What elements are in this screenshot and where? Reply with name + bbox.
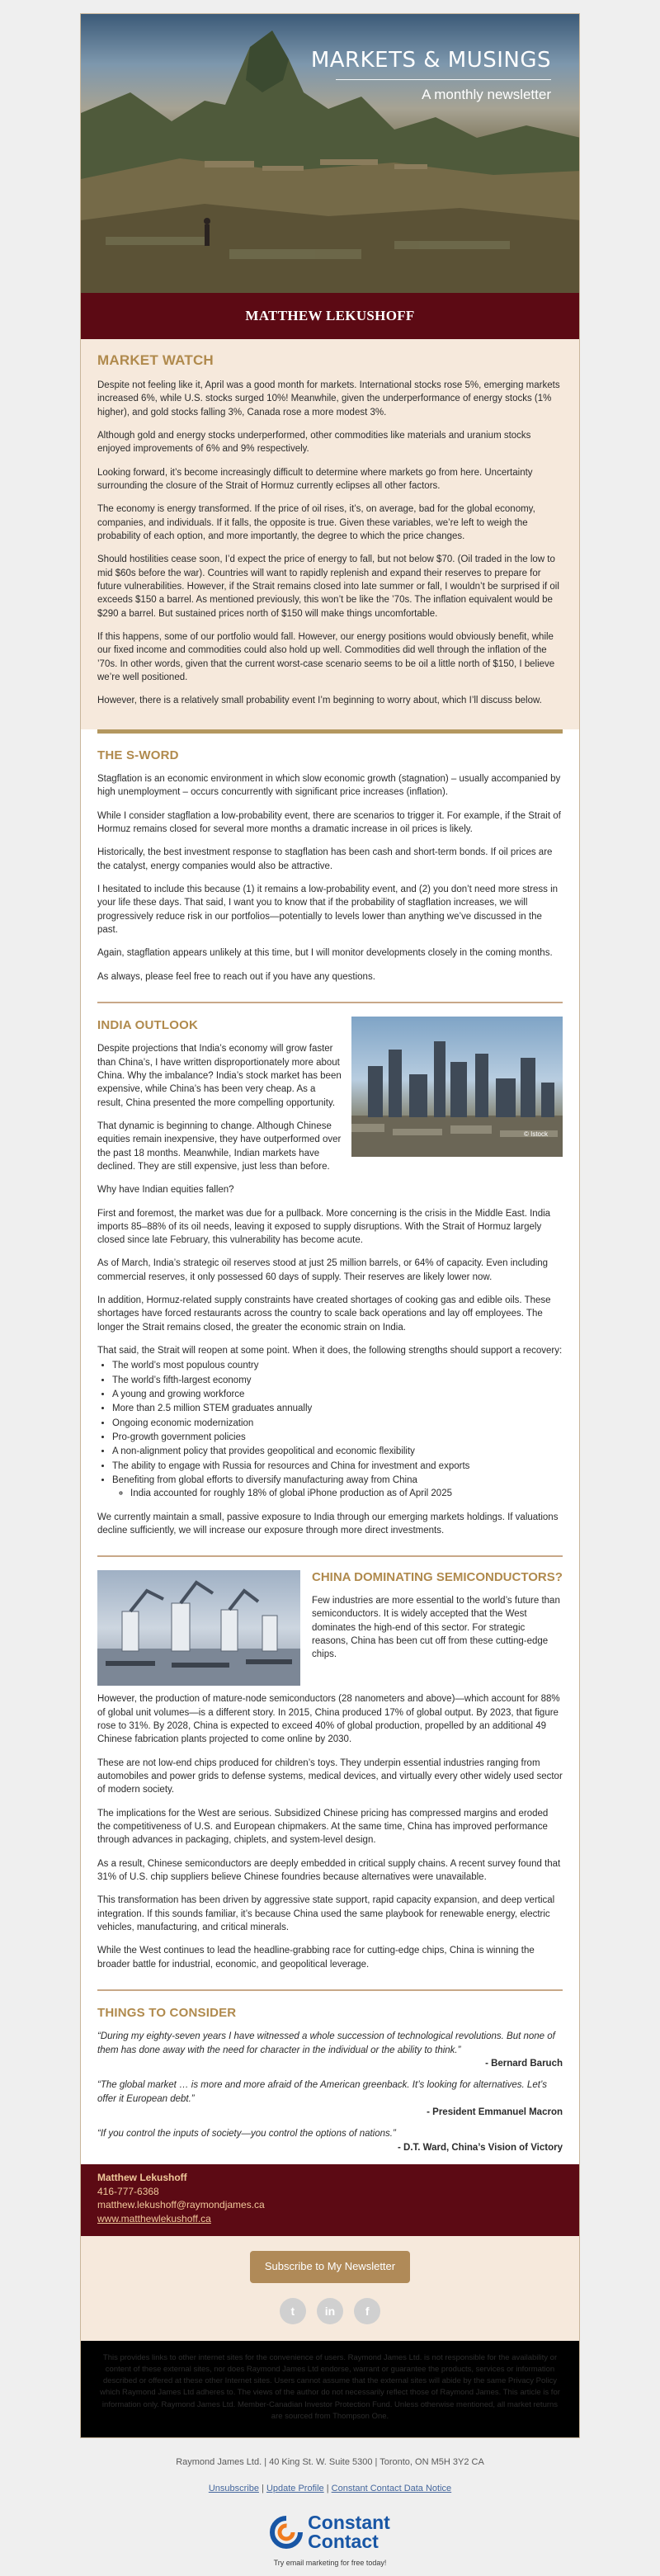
paragraph: As of March, India’s strategic oil reserves stood at just 25 million barrels, or 64% of capacity. Even including commercial reserves, it only possessed 60 days of supply. Their reserves are likely lower now.	[97, 1258, 549, 1282]
paragraph: As a result, Chinese semiconductors are deeply embedded in critical supply chains. A recent survey found that 31% of U.S. chip suppliers believe Chinese foundries because alternatives were unavailable.	[97, 1858, 561, 1882]
paragraph: The implications for the West are serious. Subsidized Chinese pricing has compressed margins and eroded the competitiveness of U.S. and European chipmakers. At the same time, China has improved performance through advances in packaging, chiplets, and system-level design.	[97, 1808, 549, 1846]
paragraph: As always, please feel free to reach out if you have any questions.	[97, 971, 375, 982]
contact-phone[interactable]: 416-777-6368	[97, 2185, 159, 2197]
paragraph: Looking forward, it’s become increasingly difficult to determine where markets go from here. Uncertainty surrounding the closure of the Strait of Hormuz currently eclipses all other factors.	[97, 467, 533, 492]
list-item: • The world’s most populous country	[112, 1359, 563, 1372]
paragraph: However, there is a relatively small probability event I’m beginning to worry about, which I’ll discuss below.	[97, 696, 542, 706]
link-separator: |	[323, 2483, 332, 2493]
subscribe-button[interactable]: Subscribe to My Newsletter	[250, 2251, 410, 2282]
constant-contact-badge[interactable]	[0, 2495, 660, 2576]
sub-list	[130, 1487, 563, 1500]
twitter-icon[interactable]: t	[280, 2298, 306, 2324]
section-heading: MARKET WATCH	[97, 352, 214, 368]
market-watch-section	[81, 339, 579, 729]
paragraph: However, the production of mature-node semiconductors (28 nanometers and above)—which account for 88% of global unit volumes—is a different story. In 2015, China produced 17% of global output. By 2023, that figure rose to 31%. By 2028, China is expected to exceed 40% of global production, propelled by an additional 49 Chinese fabrication plants projected to come online by 2030.	[97, 1694, 560, 1745]
constant-contact-wordmark	[308, 2513, 390, 2551]
list-item: • A young and growing workforce	[112, 1388, 563, 1401]
paragraph: Why have Indian equities fallen?	[97, 1185, 234, 1196]
paragraph: Stagflation is an economic environment in which slow economic growth (stagnation) – usually accompanied by high unemployment – occurs concurrently with significant price increases (inflation).	[97, 773, 561, 798]
link-separator: |	[258, 2483, 266, 2493]
contact-block	[81, 2164, 579, 2236]
unsubscribe-link[interactable]: Unsubscribe	[208, 2483, 259, 2493]
quote	[97, 2030, 563, 2070]
subscribe-row	[81, 2236, 579, 2292]
quote-text: “If you control the inputs of society—you control the options of nations.”	[97, 2129, 396, 2140]
list-item	[112, 1474, 563, 1501]
paragraph: While the West continues to lead the headline-grabbing race for cutting-edge chips, China is winning the broader battle for industrial, economic, and geopolitical leverage.	[97, 1946, 535, 1970]
paragraph: While I consider stagflation a low-probability event, there are scenarios to trigger it. For example, if the Strait of Hormuz remains closed for several more months a dramatic increase in oil prices is likely.	[97, 810, 561, 834]
paragraph: These are not low-end chips produced for children’s toys. They underpin essential industries ranging from automobiles and power grids to defense systems, medical devices, and virtually every other widely used sector of modern society.	[97, 1757, 563, 1795]
list-item: • The ability to engage with Russia for resources and China for investment and exports	[112, 1460, 563, 1473]
constant-contact-tagline: Try email marketing for free today!	[273, 2558, 387, 2567]
paragraph: Should hostilities cease soon, I’d expect the price of energy to fall, but not below $70. (Oil traded in the low to mid $60s before the war). Countries will want to rapidly replenish and expand their reserves to prepare for future vulnerabilities. However, if the Strait remains closed into late summer or fall, I wouldn’t be surprised if oil exceeds $150 a barrel. As mentioned previously, this won’t be like the ’70s. The inflation equivalent would be $290 a barrel. But sustained prices north of $150 will make things uncomfortable.	[97, 554, 559, 619]
image-credit: © Istock	[523, 1130, 548, 1138]
section-heading: THE S-WORD	[97, 748, 179, 762]
author-band: MATTHEW LEKUSHOFF	[81, 293, 579, 339]
quote-author: - President Emmanuel Macron	[427, 2107, 563, 2117]
paragraph: Few industries are more essential to the world’s future than semiconductors. It is widely accepted that the West dominates the high-end of this sector. For strategic reasons, China has been cut off from these cutting-edge chips.	[312, 1596, 560, 1660]
hero-banner	[81, 14, 579, 293]
india-intro	[97, 1017, 563, 1183]
email-footer	[0, 2438, 660, 2495]
facebook-icon[interactable]: f	[354, 2298, 380, 2324]
wordmark-line: Contact	[308, 2531, 379, 2553]
paragraph: If this happens, some of our portfolio would fall. However, our energy positions would obviously benefit, while our fixed income and commodities could also hold up well. Commodities did well through the inflation of the ’70s. In other words, given that the current worst-case scenario seems to be oil a little north of $150, I believe we’re well positioned.	[97, 632, 555, 683]
chips-section	[81, 1557, 579, 1984]
paragraph: We currently maintain a small, passive exposure to India through our emerging markets holdings. If valuations decline sufficiently, we will increase our exposure through more direct investments.	[97, 1512, 559, 1536]
quote-author: - Bernard Baruch	[485, 2058, 563, 2069]
contact-website-link[interactable]: www.matthewlekushoff.ca	[97, 2213, 211, 2225]
list-item: • A non-alignment policy that provides geopolitical and economic flexibility	[112, 1445, 563, 1458]
contact-email[interactable]: matthew.lekushoff@raymondjames.ca	[97, 2199, 265, 2211]
india-skyline-image	[351, 1017, 563, 1157]
paragraph: Despite projections that India’s economy will grow faster than China’s, I have written disproportionately more about China. Why the imbalance? India’s stock market has been expensive, while China’s has been very cheap. As a result, China presented the more compelling opportunity.	[97, 1044, 342, 1108]
paragraph: That said, the Strait will reopen at some point. When it does, the following strengths should support a recovery:	[97, 1346, 563, 1356]
section-heading: CHINA DOMINATING SEMICONDUCTORS?	[312, 1570, 563, 1585]
newsletter	[80, 13, 580, 2438]
paragraph: Historically, the best investment response to stagflation has been cash and short-term bonds. If oil prices are the catalyst, energy companies would also be attractive.	[97, 847, 553, 871]
newsletter-title: MARKETS & MUSINGS	[310, 48, 551, 73]
paragraph: The economy is energy transformed. If the price of oil rises, it’s, on average, bad for the global economy, companies, and individuals. If it falls, the opposite is true. Given these variables, we’re left to weigh the probability of each option, and more importantly, the degree to which the price changes.	[97, 504, 535, 542]
list-item: • Ongoing economic modernization	[112, 1417, 563, 1430]
india-section	[81, 1003, 579, 1550]
list-item: • More than 2.5 million STEM graduates annually	[112, 1402, 563, 1415]
linkedin-icon[interactable]: in	[317, 2298, 343, 2324]
quote-author: - D.T. Ward, China’s Vision of Victory	[397, 2142, 563, 2153]
quote-text: “During my eighty-seven years I have witnessed a whole succession of technological revolutions. But none of them has done away with the need for character in the individual or the ability to think.”	[97, 2031, 555, 2055]
constant-contact-logo[interactable]	[270, 2513, 390, 2551]
paragraph: Again, stagflation appears unlikely at this time, but I will monitor developments closely in the coming months.	[97, 948, 553, 959]
paragraph: Although gold and energy stocks underperformed, other commodities like materials and uranium stocks enjoyed improvements of 6% and 9% respectively.	[97, 431, 531, 455]
paragraph: I hesitated to include this because (1) it remains a low-probability event, and (2) you don’t need more stress in your life these days. That said, I want you to know that if the probability of stagflation increases, we will progressively reduce risk in our portfolios—potentially to levels lower than anything we’ve discussed in the past.	[97, 884, 559, 935]
chip-factory-image	[97, 1570, 300, 1686]
list-item: • The world’s fifth-largest economy	[112, 1374, 563, 1387]
disclaimer: This provides links to other internet sites for the convenience of users. Raymond James Ltd. is not responsible for the availability or content of these external sites, nor does Raymond James Ltd endorse, warrant or guarantee the products, services or information described or offered at these other Internet sites. Users cannot assume that the external sites will abide by the same Privacy Policy which Raymond James Ltd adheres to. The views of the author do not necessarily reflect those of Raymond James. This article is for information only. Raymond James Ltd. Member-Canadian Investor Protection Fund. Unless otherwise mentioned, all market returns are sourced from Thompson One.	[81, 2341, 579, 2438]
quote-text: “The global market … is more and more afraid of the American greenback. It’s looking for alternatives. Let’s offer it European debt.”	[97, 2080, 548, 2104]
quote	[97, 2078, 563, 2119]
quote	[97, 2127, 563, 2154]
strengths-list	[112, 1359, 563, 1500]
footer-links	[0, 2483, 660, 2496]
data-notice-link[interactable]: Constant Contact Data Notice	[331, 2483, 452, 2493]
newsletter-brand	[311, 45, 551, 115]
things-to-consider-section	[81, 1991, 579, 2164]
wordmark-line: Constant	[308, 2512, 390, 2534]
paragraph: In addition, Hormuz-related supply constraints have created shortages of cooking gas and edible oils. These shortages have forced restaurants across the country to scale back operations and lay off employees. The longer the Strait remains closed, the greater the economic strain on India.	[97, 1295, 551, 1333]
social-links	[81, 2293, 579, 2341]
paragraph: This transformation has been driven by aggressive state support, rapid capacity expansion, and deep vertical integration. If this sounds familiar, it’s because China used the same playbook for renewable energy, electric vehicles, manufacturing, and critical minerals.	[97, 1895, 555, 1932]
footer-address: Raymond James Ltd. | 40 King St. W. Suite 5300 | Toronto, ON M5H 3Y2 CA	[176, 2457, 484, 2468]
constant-contact-mark-icon	[270, 2516, 303, 2549]
section-heading: INDIA OUTLOOK	[97, 1017, 199, 1032]
title-divider	[336, 79, 551, 80]
paragraph: First and foremost, the market was due for a pullback. More concerning is the crisis in the Middle East. India imports 85–88% of its oil needs, leaving it exposed to supply disruptions. With the Strait of Hormuz largely closed since late February, this vulnerability has become acute.	[97, 1208, 551, 1246]
newsletter-subtitle: A monthly newsletter	[422, 86, 551, 102]
paragraph: Despite not feeling like it, April was a good month for markets. International stocks rose 5%, emerging markets increased 6%, while U.S. stocks surged 10%! Meanwhile, given the underperformance of energy stocks (1% higher), and gold stocks falling 3%, Canada rose a more modest 3%.	[97, 380, 560, 418]
update-profile-link[interactable]: Update Profile	[266, 2483, 324, 2493]
contact-name: Matthew Lekushoff	[97, 2171, 187, 2183]
s-word-section	[81, 734, 579, 997]
list-item: • Pro-growth government policies	[112, 1431, 563, 1444]
list-item-text: Benefiting from global efforts to diversify manufacturing away from China	[112, 1475, 417, 1486]
sub-list-item: ◦ India accounted for roughly 18% of global iPhone production as of April 2025	[130, 1487, 563, 1500]
paragraph: That dynamic is beginning to change. Although Chinese equities remain inexpensive, they have outperformed over the past 18 months. Meanwhile, Indian markets have declined. They are still expensive, just less than before.	[97, 1121, 342, 1172]
section-heading: THINGS TO CONSIDER	[97, 2005, 237, 2020]
